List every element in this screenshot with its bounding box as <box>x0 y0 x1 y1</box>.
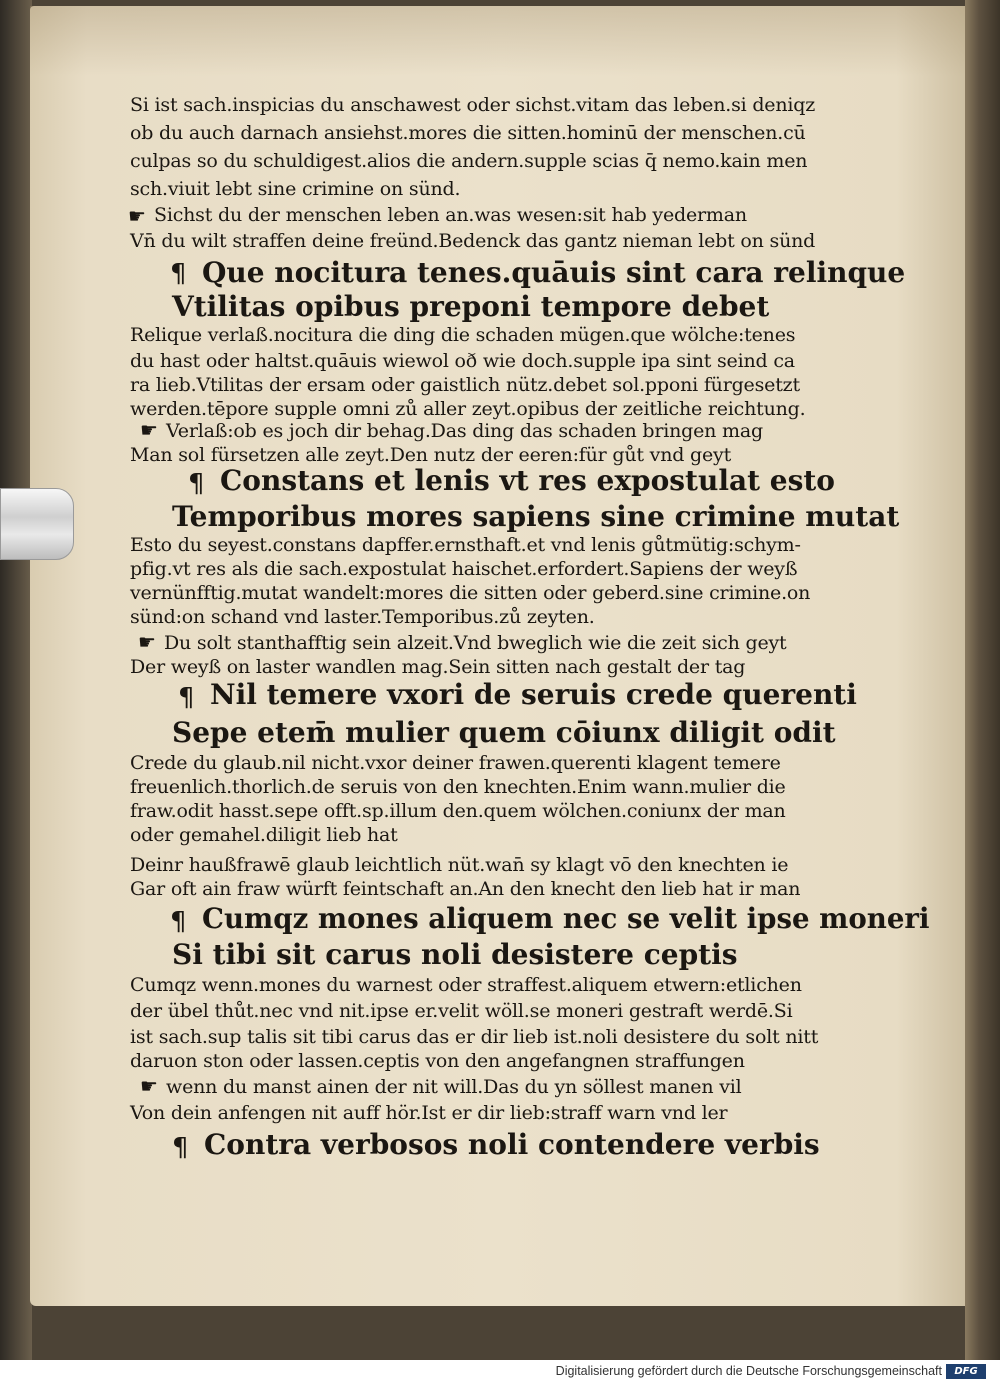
verse-line: Cumqz mones aliquem nec se velit ipse moneri <box>202 902 930 935</box>
rhyme-line: Von dein anfengen nit auff hör.Ist er dir lieb:straff warn vnd ler <box>130 1102 728 1124</box>
rhyme-line: Der weyß on laster wandlen mag.Sein sitten nach gestalt der tag <box>130 656 746 678</box>
gloss-line: freuenlich.thorlich.de seruis von den knechten.Enim wann.mulier die <box>130 776 786 798</box>
rhyme-line: Man sol fürsetzen alle zeyt.Den nutz der eeren:für gůt vnd geyt <box>130 444 732 466</box>
book-binding <box>965 0 1000 1360</box>
gloss-line: ob du auch darnach ansiehst.mores die sitten.hominū der menschen.cū <box>130 122 806 144</box>
pointing-hand-icon: ☛ <box>138 630 156 654</box>
pilcrow-icon: ¶ <box>170 907 187 937</box>
pilcrow-icon: ¶ <box>188 469 205 499</box>
verse-line: Nil temere vxori de seruis crede querenti <box>210 678 857 711</box>
verse-line: Temporibus mores sapiens sine crimine mutat <box>172 500 900 533</box>
gloss-line: Cumqz wenn.mones du warnest oder straffest.aliquem etwern:etlichen <box>130 974 802 996</box>
funding-credit: Digitalisierung gefördert durch die Deutsche Forschungsgemeinschaft <box>555 1364 942 1378</box>
gloss-line: daruon ston oder lassen.ceptis von den angefangnen straffungen <box>130 1050 745 1072</box>
gloss-line: der übel thůt.nec vnd nit.ipse er.velit wöll.se moneri gestraft werdē.Si <box>130 1000 793 1022</box>
footer-bar <box>0 1360 1000 1385</box>
gloss-line: fraw.odit hasst.sepe offt.sp.illum den.quem wölchen.coniunx der man <box>130 800 786 822</box>
verse-line: Contra verbosos noli contendere verbis <box>204 1128 820 1161</box>
gloss-line: culpas so du schuldigest.alios die andern.supple scias q̄ nemo.kain men <box>130 150 808 172</box>
rhyme-line: wenn du manst ainen der nit will.Das du yn söllest manen vil <box>166 1076 742 1098</box>
pointing-hand-icon: ☛ <box>140 1074 158 1098</box>
verse-line: Si tibi sit carus noli desistere ceptis <box>172 938 738 971</box>
pilcrow-icon: ¶ <box>170 259 187 289</box>
gloss-line: ist sach.sup talis sit tibi carus das er dir lieb ist.noli desistere du solt nitt <box>130 1026 819 1048</box>
paper-leaf <box>30 6 972 1306</box>
gloss-line: sünd:on schand vnd laster.Temporibus.zů zeyten. <box>130 606 595 628</box>
gloss-line: Esto du seyest.constans dapffer.ernsthaft.et vnd lenis gůtmütig:schym- <box>130 534 801 556</box>
left-book-edge <box>0 0 32 1360</box>
rhyme-line: Deinr haußfrawē glaub leichtlich nüt.wan̄ sy klagt vō den knechten ie <box>130 854 789 876</box>
gloss-line: sch.viuit lebt sine crimine on sünd. <box>130 178 461 200</box>
verse-line: Vtilitas opibus preponi tempore debet <box>172 290 770 323</box>
rhyme-line: Gar oft ain fraw würft feintschaft an.An den knecht den lieb hat ir man <box>130 878 801 900</box>
gloss-line: Crede du glaub.nil nicht.vxor deiner frawen.querenti klagent temere <box>130 752 781 774</box>
pointing-hand-icon: ☛ <box>140 418 158 442</box>
rhyme-line: Vn̄ du wilt straffen deine freünd.Bedenck das gantz nieman lebt on sünd <box>130 230 816 252</box>
pointing-hand-icon: ☛ <box>128 204 146 228</box>
pilcrow-icon: ¶ <box>178 683 195 713</box>
gloss-line: ra lieb.Vtilitas der ersam oder gaistlich nütz.debet sol.pponi fürgesetzt <box>130 374 800 396</box>
verse-line: Sepe etem̄ mulier quem cōiunx diligit odit <box>172 716 836 749</box>
dfg-logo: DFG <box>946 1364 986 1379</box>
gloss-line: Si ist sach.inspicias du anschawest oder sichst.vitam das leben.si deniqz <box>130 94 816 116</box>
gloss-line: oder gemahel.diligit lieb hat <box>130 824 398 846</box>
rhyme-line: Sichst du der menschen leben an.was wesen:sit hab yederman <box>154 204 747 226</box>
gloss-line: Relique verlaß.nocitura die ding die schaden mügen.que wölche:tenes <box>130 324 796 346</box>
gloss-line: du hast oder haltst.quāuis wiewol oð wie doch.supple ipa sint seind ca <box>130 350 795 372</box>
rhyme-line: Verlaß:ob es joch dir behag.Das ding das schaden bringen mag <box>166 420 763 442</box>
text-block <box>30 6 972 1306</box>
gloss-line: werden.tēpore supple omni zů aller zeyt.opibus der zeitliche reichtung. <box>130 398 806 420</box>
gloss-line: pfig.vt res als die sach.expostulat haischet.erfordert.Sapiens der weyß <box>130 558 798 580</box>
rhyme-line: Du solt stanthafftig sein alzeit.Vnd bweglich wie die zeit sich geyt <box>164 632 787 654</box>
verse-line: Que nocitura tenes.quāuis sint cara relinque <box>202 256 906 289</box>
pilcrow-icon: ¶ <box>172 1133 189 1163</box>
verse-line: Constans et lenis vt res expostulat esto <box>220 464 835 497</box>
page-clamp <box>0 488 74 560</box>
gloss-line: vernünfftig.mutat wandelt:mores die sitten oder geberd.sine crimine.on <box>130 582 811 604</box>
